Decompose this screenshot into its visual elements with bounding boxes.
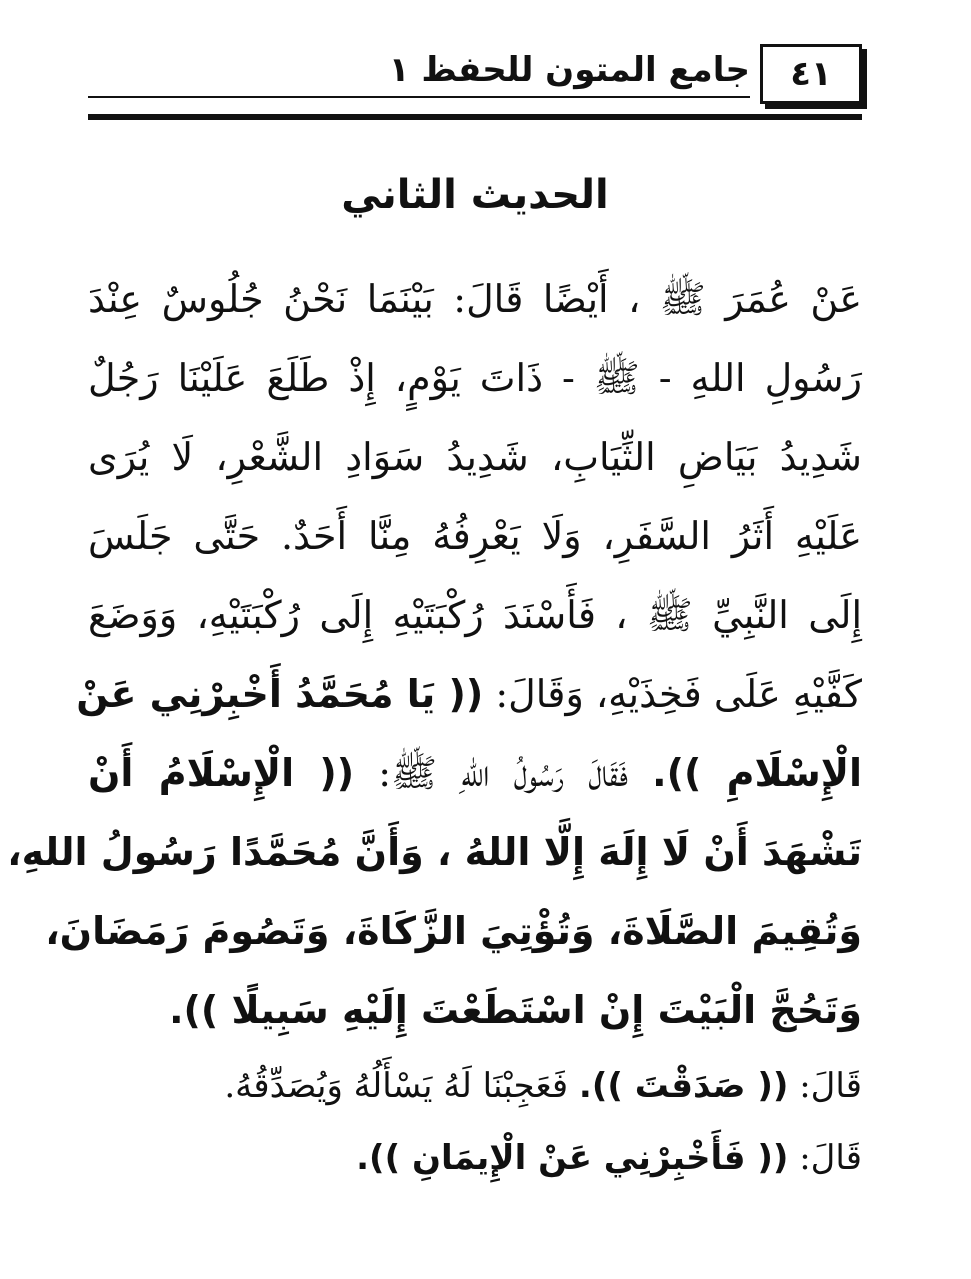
narration-text: قَالَ: [788, 1066, 862, 1106]
hadith-title: الحديث الثاني [341, 172, 609, 218]
page-header [88, 44, 862, 122]
text-line [88, 1122, 862, 1194]
hadith-quote-text: تَشْهَدَ أَنْ لَا إِلَهَ إِلَّا اللهُ ، وَأَنَّ مُحَمَّدًا رَسُولُ اللهِ، [7, 830, 862, 874]
hadith-quote-text: وَتُقِيمَ الصَّلَاةَ، وَتُؤْتِيَ الزَّكَاةَ، وَتَصُومَ رَمَضَانَ، [45, 909, 862, 953]
text-line [88, 497, 862, 576]
hadith-quote-text: (( فَأَخْبِرْنِي عَنْ الْإِيمَانِ )). [356, 1138, 789, 1178]
narration-text: إِلَى النَّبِيِّ ﷺ ، فَأَسْنَدَ رُكْبَتَيْهِ إِلَى رُكْبَتَيْهِ، وَوَضَعَ [88, 593, 862, 637]
hadith-quote-text: الْإِسْلَامِ )). [652, 751, 863, 795]
narration-text: شَدِيدُ بَيَاضِ الثِّيَابِ، شَدِيدُ سَوَادِ الشَّعْرِ، لَا يُرَى [88, 435, 862, 479]
text-line [88, 734, 862, 813]
text-line [88, 576, 862, 655]
hadith-text [7, 260, 863, 1194]
page-number: ٤١ [790, 54, 832, 94]
text-line [88, 1050, 862, 1122]
book-title: جامع المتون للحفظ ١ [388, 50, 750, 90]
hadith-quote-text: وَتَحُجَّ الْبَيْتَ إِنْ اسْتَطَعْتَ إِلَيْهِ سَبِيلًا )). [169, 988, 862, 1032]
narration-text: قَالَ: [788, 1138, 862, 1178]
narration-text: فَعَجِبْنَا لَهُ يَسْأَلُهُ وَيُصَدِّقُهُ. [224, 1066, 579, 1106]
text-line [7, 813, 862, 892]
narration-text: رَسُولِ اللهِ - ﷺ - ذَاتَ يَوْمٍ، إِذْ طَلَعَ عَلَيْنَا رَجُلٌ [88, 356, 862, 400]
text-line [88, 418, 862, 497]
narration-text: عَنْ عُمَرَ ﷺ ، أَيْضًا قَالَ: بَيْنَمَا نَحْنُ جُلُوسٌ عِنْدَ [88, 277, 862, 321]
text-line [76, 655, 862, 734]
hadith-quote-text: (( يَا مُحَمَّدُ أَخْبِرْنِي عَنْ [76, 672, 484, 716]
narration-text: كَفَّيْهِ عَلَى فَخِذَيْهِ، وَقَالَ: [483, 672, 862, 716]
header-rule [88, 114, 862, 120]
narration-text: عَلَيْهِ أَثَرُ السَّفَرِ، وَلَا يَعْرِفُهُ مِنَّا أَحَدٌ. حَتَّى جَلَسَ [88, 514, 862, 558]
text-line [88, 260, 862, 339]
hadith-quote-text: (( صَدَقْتَ )). [578, 1066, 789, 1106]
narration-text: فَقَالَ رَسُولُ اللهِ ﷺ: [354, 751, 653, 795]
text-line [45, 892, 862, 971]
text-line [88, 971, 862, 1050]
page-number-box [760, 44, 862, 104]
hadith-quote-text: (( الْإِسْلَامُ أَنْ [88, 751, 355, 795]
title-underline [88, 96, 750, 98]
text-line [88, 339, 862, 418]
